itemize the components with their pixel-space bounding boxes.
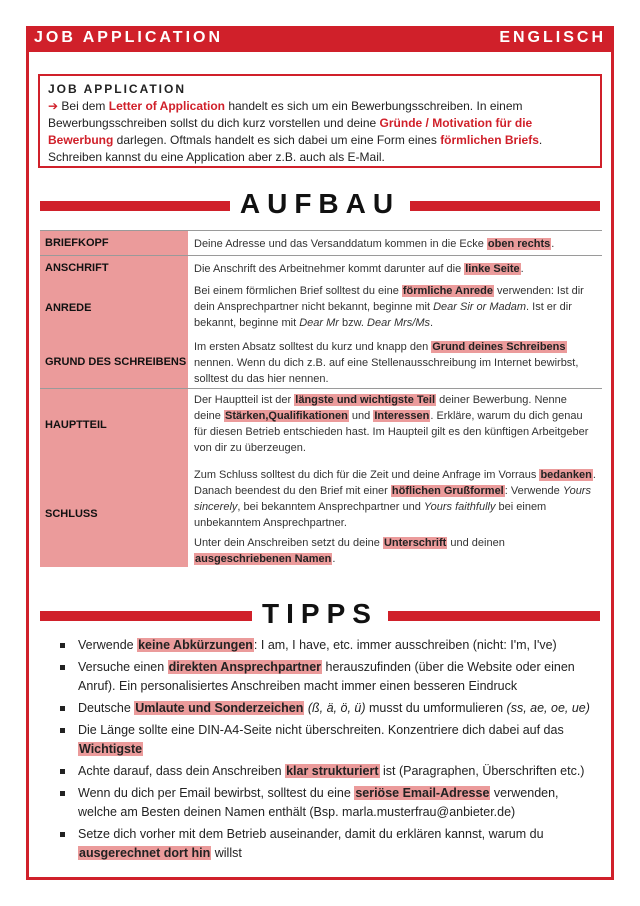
intro-text [48,98,592,166]
bullet-icon [60,728,65,733]
table-row-grund [40,336,602,388]
row-label: BRIEFKOPF [40,231,188,255]
bullet-icon [60,832,65,837]
intro-text-part: Bei dem [58,99,109,113]
table-row-anschrift [40,255,602,280]
header-title: JOB APPLICATION [34,29,224,46]
row-content: Im ersten Absatz solltest du kurz und knapp den Grund deines Schreibens nennen. Wenn du dich z.B. auf eine Stellenausschreibung im Internet bewirbst, solltest du das hier nennen. [194,341,579,385]
row-label: ANREDE [40,280,188,336]
intro-highlight: förmlichen Briefs [440,133,539,147]
row-label: HAUPTTEIL [40,389,188,461]
list-item: Setze dich vorher mit dem Betrieb auseinander, damit du erklären kannst, warum du ausgerechnet dort hin willst [58,825,598,863]
row-label: GRUND DES SCHREIBENS [40,336,188,388]
aufbau-heading [40,186,600,226]
list-item: Achte darauf, dass dein Anschreiben klar strukturiert ist (Paragraphen, Überschriften etc.) [58,762,598,781]
intro-highlight: Letter of Application [108,99,225,113]
tipps-heading [40,596,600,636]
row-content: Die Anschrift des Arbeitnehmer kommt darunter auf die linke Seite. [194,263,524,275]
row-label: SCHLUSS [40,461,188,567]
tipps-title: TIPPS [252,598,388,629]
row-content: Der Hauptteil ist der längste und wichtigste Teil deiner Bewerbung. Nenne deine Stärken,Qualifikationen und Interessen. Erkläre, warum du dich genau für diesen Betrieb entschieden hast. Im Haupteil gilt es den künftigen Arbeitgeber von dir zu überzeugen. [194,394,589,454]
row-content: Zum Schluss solltest du dich für die Zeit und deine Anfrage im Vorraus bedanken. Danach beendest du den Brief mit einer höflichen Grußformel: Verwende Yours sincerely, bei bekanntem Ansprechpartner und Yours faithfully bei einem unbekanntem Ansprechpartner. Unter dein Anschreiben setzt du deine Unterschrift und deinen ausgeschriebenen Namen. [194,469,596,565]
row-content: Bei einem förmlichen Brief solltest du eine förmliche Anrede verwenden: Ist dir dein Ansprechpartner nicht bekannt, beginne mit Dear Sir or Madam. Ist er dir bekannt, beginne mit Dear Mr bzw. Dear Mrs/Ms. [194,285,584,329]
list-item: Verwende keine Abkürzungen: I am, I have, etc. immer ausschreiben (nicht: I'm, I've) [58,636,598,655]
table-row-briefkopf [40,230,602,255]
intro-text-part: . Schreiben kannst du eine Application aber z.B. auch als E-Mail. [48,133,543,164]
table-row-hauptteil [40,388,602,461]
bullet-icon [60,791,65,796]
header-subject: ENGLISCH [499,29,606,46]
bullet-icon [60,706,65,711]
intro-text-part: darlegen. Oftmals handelt es sich dabei um eine Form eines [113,133,441,147]
intro-box [38,74,602,168]
list-item: Versuche einen direkten Ansprechpartner herauszufinden (über die Website oder einen Anruf). Ein personalisiertes Anschreiben macht immer einen besseren Eindruck [58,658,598,696]
structure-table [40,230,602,567]
page-header [26,26,614,52]
row-content: Deine Adresse und das Versanddatum kommen in die Ecke oben rechts. [194,238,555,250]
tips-list [58,636,598,866]
list-item: Deutsche Umlaute und Sonderzeichen (ß, ä, ö, ü) musst du umformulieren (ss, ae, oe, ue) [58,699,598,718]
aufbau-title: AUFBAU [230,188,410,219]
bullet-icon [60,643,65,648]
table-row-schluss [40,461,602,567]
intro-highlight: Gründe / Motivation für die Bewerbung [48,116,533,147]
intro-title: JOB APPLICATION [48,82,187,96]
list-item: Wenn du dich per Email bewirbst, solltest du eine seriöse Email-Adresse verwenden, welche am Besten deinen Namen enthält (Bsp. marla.musterfrau@anbieter.de) [58,784,598,822]
intro-text-part: handelt es sich um ein Bewerbungsschreiben. In einem Bewerbungsschreiben sollst du dich kurz vorstellen und deine [48,99,523,130]
list-item: Die Länge sollte eine DIN-A4-Seite nicht überschreiten. Konzentriere dich dabei auf das Wichtigste [58,721,598,759]
bullet-icon [60,769,65,774]
arrow-icon: ➔ [48,99,59,113]
row-label: ANSCHRIFT [40,256,188,280]
bullet-icon [60,665,65,670]
table-row-anrede [40,280,602,336]
